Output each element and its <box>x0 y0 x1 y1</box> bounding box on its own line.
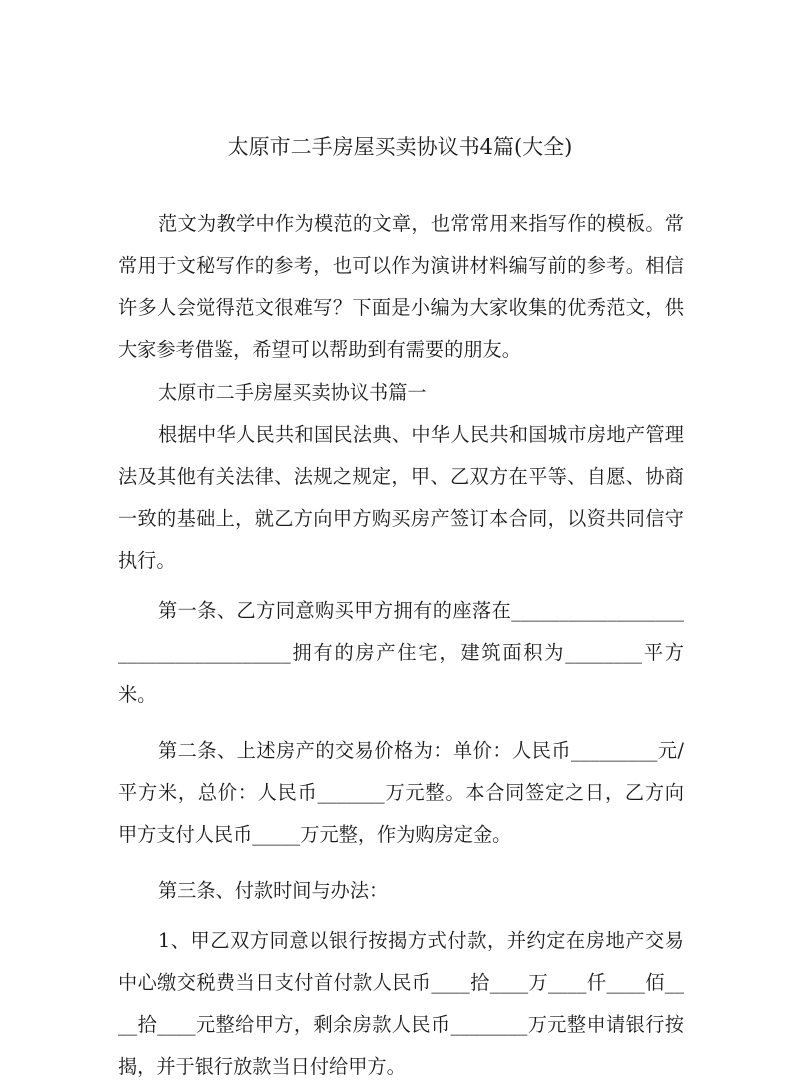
document-title: 太原市二手房屋买卖协议书4篇(大全) <box>227 135 573 159</box>
intro-paragraph: 范文为教学中作为模范的文章，也常常用来指写作的模板。常常用于文秘写作的参考，也可以作为演讲材料编写前的参考。相信许多人会觉得范文很难写？下面是小编为大家收集的优秀范文，供大家参考借鉴，希望可以帮助到有需要的朋友。 <box>118 212 684 361</box>
article-3-item-1: 1、甲乙双方同意以银行按揭方式付款，并约定在房地产交易中心缴交税费当日支付首付款人民币____拾____万____仟____佰____拾____元整给甲方，剩余房款人民币________万元整申请银行按揭，并于银行放款当日付给甲方。 <box>118 929 684 1078</box>
article-1-paragraph: 第一条、乙方同意购买甲方拥有的座落在____________________________________拥有的房产住宅，建筑面积为________平方米。 <box>118 599 684 706</box>
document-body <box>118 203 684 1088</box>
article-2-paragraph: 第二条、上述房产的交易价格为：单价：人民币_________元/平方米，总价：人民币_______万元整。本合同签定之日，乙方向甲方支付人民币_____万元整，作为购房定金。 <box>118 739 684 846</box>
section-heading: 太原市二手房屋买卖协议书篇一 <box>158 381 427 404</box>
preamble-paragraph: 根据中华人民共和国民法典、中华人民共和国城市房地产管理法及其他有关法律、法规之规定，甲、乙双方在平等、自愿、协商一致的基础上，就乙方向甲方购买房产签订本合同，以资共同信守执行。 <box>118 423 684 572</box>
article-3-heading: 第三条、付款时间与办法： <box>158 879 389 902</box>
